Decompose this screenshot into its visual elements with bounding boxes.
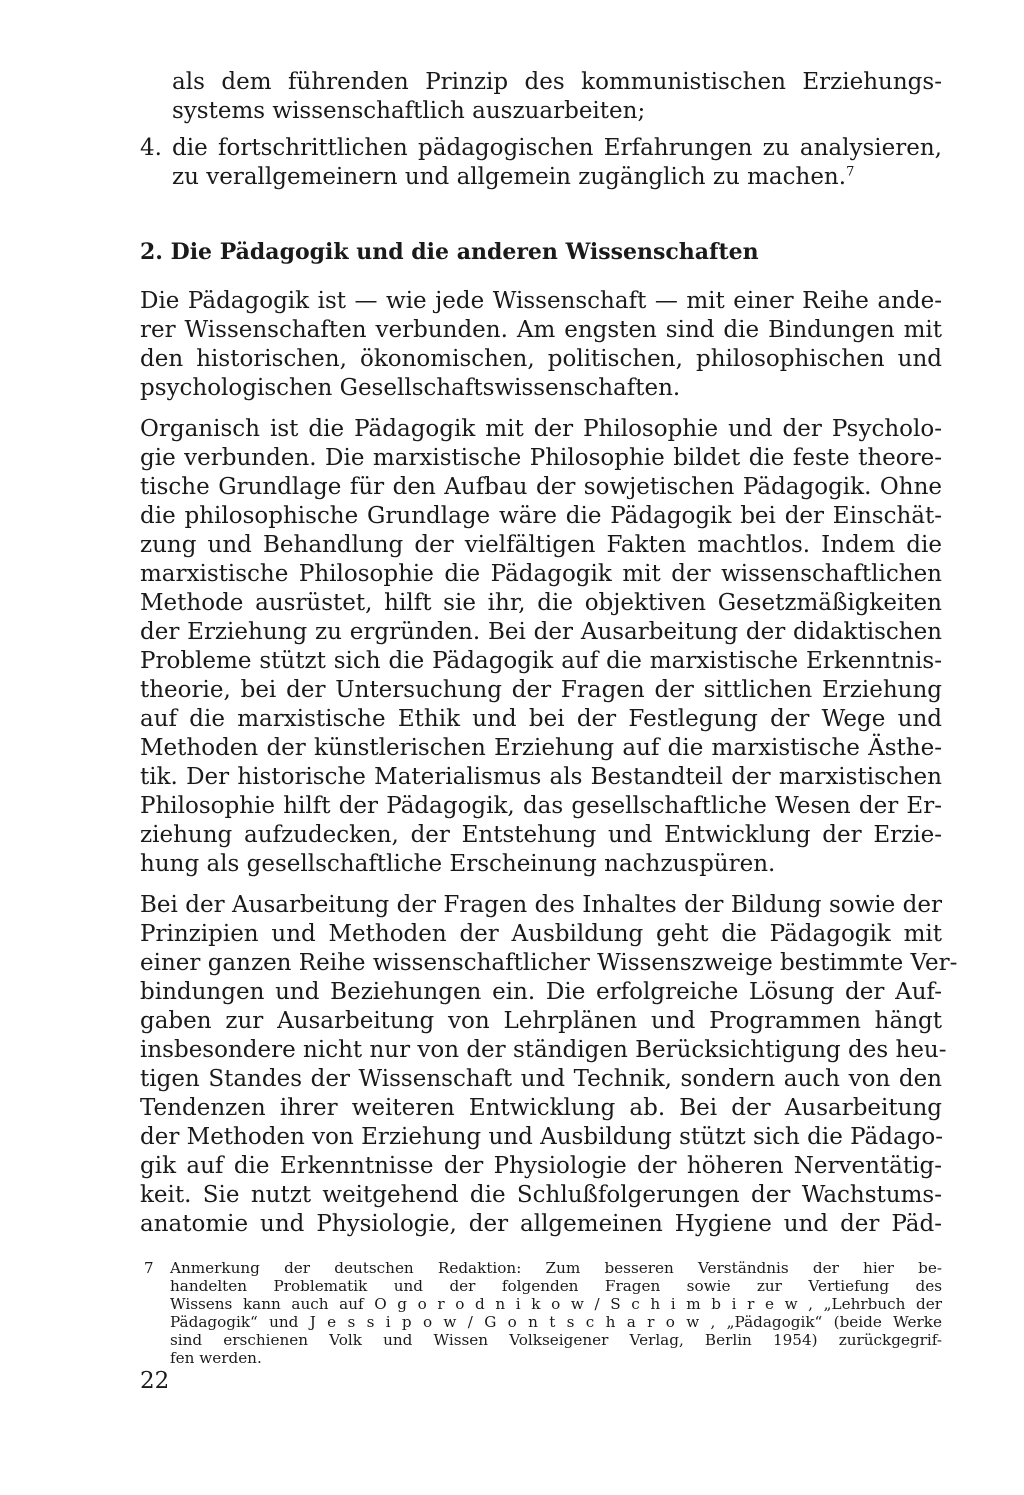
section-heading: 2. Die Pädagogik und die anderen Wissenschaften: [140, 239, 759, 265]
text-line: Methode ausrüstet, hilft sie ihr, die objektiven Gesetzmäßigkeiten: [140, 590, 942, 616]
footnote-reference: 7: [846, 164, 855, 180]
footnote-number: 7: [144, 1259, 154, 1277]
text-line: Bei der Ausarbeitung der Fragen des Inhaltes der Bildung sowie der: [140, 892, 942, 918]
text-line: tische Grundlage für den Aufbau der sowjetischen Pädagogik. Ohne: [140, 474, 942, 500]
text-line: als dem führenden Prinzip des kommunistischen Erziehungs-: [172, 69, 942, 95]
text-line: ziehung aufzudecken, der Entstehung und Entwicklung der Erzie-: [140, 822, 942, 848]
text-line: auf die marxistische Ethik und bei der Festlegung der Wege und: [140, 706, 942, 732]
text-line: insbesondere nicht nur von der ständigen Berücksichtigung des heu-: [140, 1037, 947, 1063]
text-line: theorie, bei der Untersuchung der Fragen der sittlichen Erziehung: [140, 677, 942, 703]
list-item-4: [140, 134, 942, 192]
text-line: anatomie und Physiologie, der allgemeinen Hygiene und der Päd-: [140, 1211, 942, 1237]
paragraph-2: [140, 415, 942, 879]
text-line: den historischen, ökonomischen, politischen, philosophischen und: [140, 346, 942, 372]
text-line: die philosophische Grundlage wäre die Pädagogik bei der Einschät-: [140, 503, 942, 529]
footnote-line: fen werden.: [170, 1349, 262, 1367]
continued-list-paragraph: [140, 68, 942, 126]
text-line: zung und Behandlung der vielfältigen Fakten machtlos. Indem die: [140, 532, 942, 558]
footnote-line: sind erschienen Volk und Wissen Volkseigener Verlag, Berlin 1954) zurückgegrif-: [170, 1331, 942, 1349]
text-line: der Methoden von Erziehung und Ausbildung stützt sich die Pädago-: [140, 1124, 944, 1150]
footnote-line: Pädagogik“ und J e s s i p o w / G o n t s c h a r o w , „Pädagogik“ (beide Werke: [170, 1313, 942, 1331]
text-line: gie verbunden. Die marxistische Philosophie bildet die feste theore-: [140, 445, 942, 471]
text-line: einer ganzen Reihe wissenschaftlicher Wissenszweige bestimmte Ver-: [140, 950, 958, 976]
text-line-content: zu verallgemeinern und allgemein zugänglich zu machen.: [172, 164, 847, 190]
footnote-line: Wissens kann auch auf O g o r o d n i k o w / S c h i m b i r e w , „Lehrbuch der: [170, 1295, 942, 1313]
text-line: tigen Standes der Wissenschaft und Technik, sondern auch von den: [140, 1066, 942, 1092]
text-line: [172, 163, 942, 192]
text-line: bindungen und Beziehungen ein. Die erfolgreiche Lösung der Auf-: [140, 979, 942, 1005]
footnote-line: handelten Problematik und der folgenden Fragen sowie zur Vertiefung des: [170, 1277, 942, 1295]
footnote: [140, 1259, 942, 1367]
list-number: 4.: [140, 135, 162, 161]
text-line: Tendenzen ihrer weiteren Entwicklung ab. Bei der Ausarbeitung: [140, 1095, 942, 1121]
text-line: tik. Der historische Materialismus als Bestandteil der marxistischen: [140, 764, 942, 790]
text-line: Philosophie hilft der Pädagogik, das gesellschaftliche Wesen der Er-: [140, 793, 942, 819]
text-line: gaben zur Ausarbeitung von Lehrplänen und Programmen hängt: [140, 1008, 942, 1034]
text-line: Methoden der künstlerischen Erziehung auf die marxistische Ästhe-: [140, 735, 942, 761]
text-line: der Erziehung zu ergründen. Bei der Ausarbeitung der didaktischen: [140, 619, 942, 645]
page-number: 22: [140, 1368, 170, 1394]
text-line: die fortschrittlichen pädagogischen Erfahrungen zu analysieren,: [172, 135, 942, 161]
text-line: Die Pädagogik ist — wie jede Wissenschaft — mit einer Reihe ande-: [140, 288, 942, 314]
text-line: marxistische Philosophie die Pädagogik mit der wissenschaftlichen: [140, 561, 942, 587]
text-line: hung als gesellschaftliche Erscheinung nachzuspüren.: [140, 851, 776, 877]
text-line: Prinzipien und Methoden der Ausbildung geht die Pädagogik mit: [140, 921, 942, 947]
footnote-line: Anmerkung der deutschen Redaktion: Zum besseren Verständnis der hier be-: [170, 1259, 942, 1277]
paragraph-1: [140, 287, 942, 403]
text-line: rer Wissenschaften verbunden. Am engsten sind die Bindungen mit: [140, 317, 942, 343]
paragraph-3: [140, 891, 958, 1239]
text-line: keit. Sie nutzt weitgehend die Schlußfolgerungen der Wachstums-: [140, 1182, 942, 1208]
text-line: psychologischen Gesellschaftswissenschaften.: [140, 375, 681, 401]
text-line: gik auf die Erkenntnisse der Physiologie der höheren Nerventätig-: [140, 1153, 942, 1179]
text-line: systems wissenschaftlich auszuarbeiten;: [172, 98, 646, 124]
text-line: Probleme stützt sich die Pädagogik auf die marxistische Erkenntnis-: [140, 648, 942, 674]
text-line: Organisch ist die Pädagogik mit der Philosophie und der Psycholo-: [140, 416, 942, 442]
page-body: [140, 68, 958, 1367]
